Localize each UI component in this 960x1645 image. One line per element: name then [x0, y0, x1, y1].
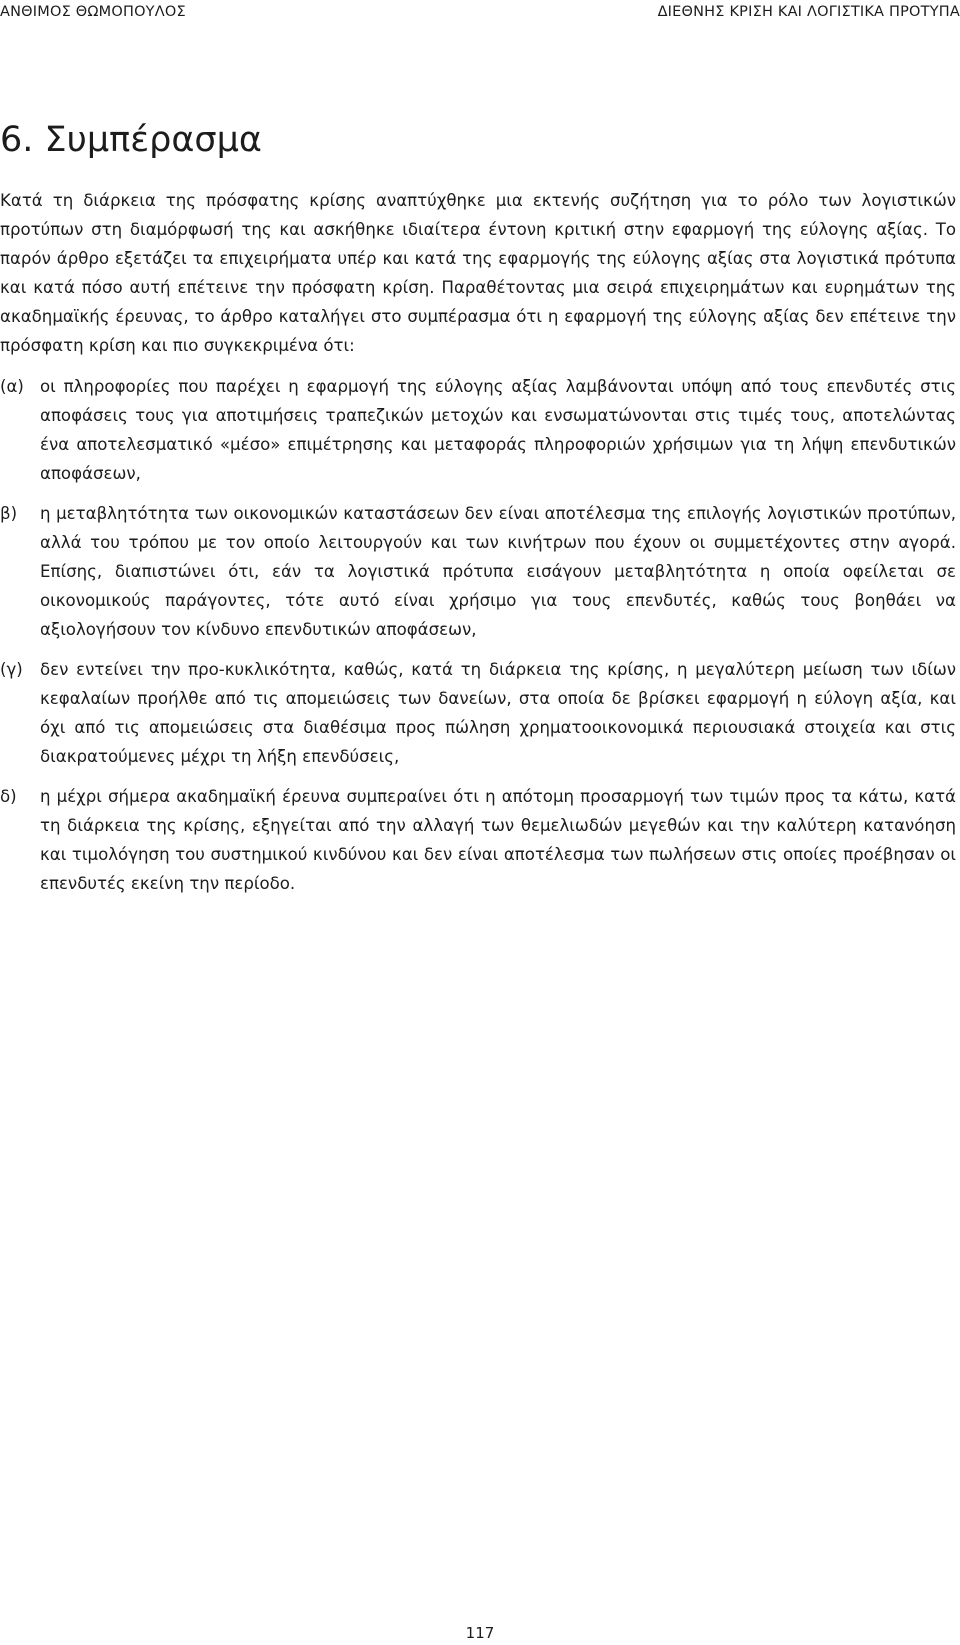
list-item-text: η μεταβλητότητα των οικονομικών καταστάσεων δεν είναι αποτέλεσμα της επιλογής λογιστικών προτύπων, αλλά του τρόπου με τον οποίο λειτουργούν και των κινήτρων που έχουν οι συμμετέχοντες στην αγορά. Επίσης, διαπιστώνει ότι, εάν τα λογιστικά πρότυπα εισάγουν μεταβλητότητα η οποία οφείλεται σε οικονομικούς παράγοντες, τότε αυτό είναι χρήσιμο για τους επενδυτές, καθώς τους βοηθάει να αξιολογήσουν τον κίνδυνο επενδυτικών αποφάσεων,: [40, 504, 956, 639]
running-header-book-title: ΔΙΕΘΝΗΣ ΚΡΙΣΗ ΚΑΙ ΛΟΓΙΣΤΙΚΑ ΠΡΟΤΥΠΑ: [657, 4, 960, 20]
list-item-a: [0, 372, 956, 488]
list-item-b: [0, 499, 956, 644]
list-item-text: η μέχρι σήμερα ακαδημαϊκή έρευνα συμπεραίνει ότι η απότομη προσαρμογή των τιμών προς τα κάτω, κατά τη διάρκεια της κρίσης, εξηγείται από την αλλαγή των θεμελιωδών μεγεθών και την καλύτερη κατανόηση και τιμολόγηση του συστημικού κινδύνου και δεν είναι αποτέλεσμα των πωλήσεων στις οποίες προέβησαν οι επενδυτές εκείνη την περίοδο.: [40, 787, 956, 893]
running-header-author: ΑΝΘΙΜΟΣ ΘΩΜΟΠΟΥΛΟΣ: [0, 4, 186, 20]
page-number: 117: [465, 1624, 495, 1642]
section-title: 6. Συμπέρασμα: [0, 120, 262, 160]
list-marker: δ): [0, 787, 17, 806]
list-item-text: οι πληροφορίες που παρέχει η εφαρμογή της εύλογης αξίας λαμβάνονται υπόψη από τους επενδυτές στις αποφάσεις τους για αποτιμήσεις τραπεζικών μετοχών και ενσωματώνονται στις τιμές τους, αποτελώντας ένα αποτελεσματικό «μέσο» επιμέτρησης και μεταφοράς πληροφοριών χρήσιμων για τη λήψη επενδυτικών αποφάσεων,: [40, 377, 956, 483]
list-marker: β): [0, 504, 18, 523]
running-header: [0, 4, 960, 24]
intro-paragraph: Κατά τη διάρκεια της πρόσφατης κρίσης αναπτύχθηκε μια εκτενής συζήτηση για το ρόλο των λογιστικών προτύπων στη διαμόρφωσή της και ασκήθηκε ιδιαίτερα έντονη κριτική στην εφαρμογή της εύλογης αξίας. Το παρόν άρθρο εξετάζει τα επιχειρήματα υπέρ και κατά της εφαρμογής της εύλογης αξίας στα λογιστικά πρότυπα και κατά πόσο αυτή επέτεινε την πρόσφατη κρίση. Παραθέτοντας μια σειρά επιχειρημάτων και ευρημάτων της ακαδημαϊκής έρευνας, το άρθρο καταλήγει στο συμπέρασμα ότι η εφαρμογή της εύλογης αξίας δεν επέτεινε την πρόσφατη κρίση και πιο συγκεκριμένα ότι:: [0, 191, 956, 355]
list-item-c: [0, 655, 956, 771]
list-item-text: δεν εντείνει την προ-κυκλικότητα, καθώς, κατά τη διάρκεια της κρίσης, η μεγαλύτερη μείωση των ιδίων κεφαλαίων προήλθε από τις απομειώσεις των δανείων, στα οποία δε βρίσκει εφαρμογή η εύλογη αξία, και όχι από τις απομειώσεις στα διαθέσιμα προς πώληση χρηματοοικονομικά περιουσιακά στοιχεία και στις διακρατούμενες μέχρι τη λήξη επενδύσεις,: [40, 660, 956, 766]
body-text: [0, 186, 956, 909]
list-marker: (γ): [0, 660, 23, 679]
conclusion-list: [0, 372, 956, 898]
list-item-d: [0, 782, 956, 898]
list-marker: (α): [0, 377, 24, 396]
